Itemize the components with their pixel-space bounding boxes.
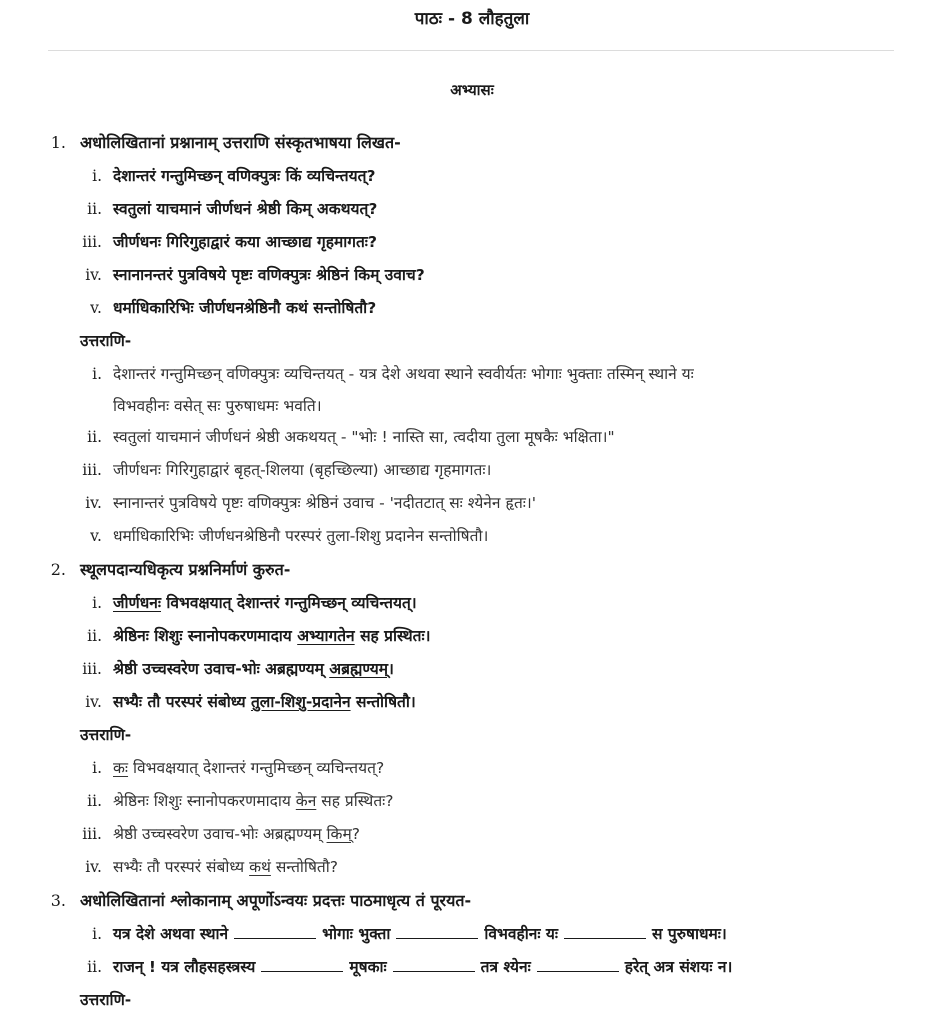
item-number: v. bbox=[90, 299, 102, 317]
list-item bbox=[0, 226, 944, 259]
item-text: जीर्णधनः गिरिगुहाद्वारं कया आच्छाद्य गृहमागतः? bbox=[113, 233, 377, 251]
item-text bbox=[113, 752, 384, 785]
text-part: श्रेष्ठिनः शिशुः स्नानोपकरणमादाय bbox=[113, 792, 296, 810]
section-heading: अभ्यासः bbox=[450, 81, 494, 99]
item-text bbox=[113, 620, 430, 653]
answers-label: उत्तराणि- bbox=[80, 332, 132, 350]
list-item bbox=[0, 160, 944, 193]
list-item bbox=[0, 653, 944, 686]
list-item bbox=[0, 193, 944, 226]
list-item bbox=[0, 587, 944, 620]
item-text: धर्माधिकारिभिः जीर्णधनश्रेष्ठिनौ परस्परं तुला-शिशु प्रदानेन सन्तोषितौ। bbox=[113, 527, 489, 545]
underlined-word: तुला-शिशु-प्रदानेन bbox=[250, 693, 351, 711]
item-text: स्वतुलां याचमानं जीर्णधनं श्रेष्ठी किम् अकथयत्? bbox=[113, 200, 378, 218]
item-text bbox=[113, 818, 360, 851]
item-text: स्वतुलां याचमानं जीर्णधनं श्रेष्ठी अकथयत् - "भोः ! नास्ति सा, त्वदीया तुला मूषकैः भक्षिता।" bbox=[113, 428, 615, 446]
text-part: यत्र देशे अथवा स्थाने bbox=[113, 925, 229, 943]
item-number: ii. bbox=[87, 792, 102, 810]
blank-line bbox=[234, 924, 316, 939]
text-part: राजन् ! यत्र लौहसहस्त्रस्य bbox=[113, 958, 256, 976]
blank-line bbox=[564, 924, 646, 939]
text-part: विभवहीनः यः bbox=[484, 925, 559, 943]
item-number: iv. bbox=[85, 858, 102, 876]
text-part: विभवक्षयात् देशान्तरं गन्तुमिच्छन् व्यचिन्तयत्? bbox=[128, 759, 385, 777]
text-part: सह प्रस्थितः। bbox=[354, 627, 431, 645]
answer-item bbox=[0, 752, 944, 785]
text-part: सन्तोषितौ? bbox=[270, 858, 338, 876]
item-text bbox=[113, 918, 727, 951]
underlined-word: अब्रह्मण्यम् bbox=[329, 660, 388, 678]
item-text: देशान्तरं गन्तुमिच्छन् वणिक्पुत्रः व्यचिन्तयत् - यत्र देशे अथवा स्थाने स्ववीर्यतः भोगाः भुक्ताः तस्मिन् स्थाने यः bbox=[113, 365, 694, 383]
answer-item bbox=[0, 785, 944, 818]
underlined-word: कथं bbox=[249, 858, 271, 876]
item-number: i. bbox=[92, 925, 102, 943]
answer-item bbox=[0, 421, 944, 454]
item-number: i. bbox=[92, 365, 102, 383]
list-item bbox=[0, 686, 944, 719]
item-text: स्नानान्तरं पुत्रविषये पृष्टः वणिक्पुत्रः श्रेष्ठिनं उवाच - 'नदीतटात् सः श्येनेन हृतः।' bbox=[113, 494, 537, 512]
underlined-word: जीर्णधनः bbox=[113, 594, 161, 612]
blank-line bbox=[537, 957, 619, 972]
item-text bbox=[113, 851, 338, 884]
question-number: 2. bbox=[50, 560, 66, 579]
underlined-word: किम् bbox=[326, 825, 352, 843]
text-part: श्रेष्ठी उच्चस्वरेण उवाच-भोः अब्रह्मण्यम् bbox=[113, 825, 327, 843]
fill-blank-item bbox=[0, 951, 944, 984]
text-part: ? bbox=[351, 825, 360, 843]
underlined-word: अभ्यागतेन bbox=[297, 627, 355, 645]
question-text: अधोलिखितानां प्रश्नानाम् उत्तराणि संस्कृतभाषया लिखत- bbox=[80, 133, 401, 152]
text-part: श्रेष्ठिनः शिशुः स्नानोपकरणमादाय bbox=[113, 627, 298, 645]
item-number: iv. bbox=[85, 693, 102, 711]
item-text bbox=[113, 587, 417, 620]
text-part: । bbox=[388, 660, 394, 678]
answer-item bbox=[0, 487, 944, 520]
text-part: तत्र श्येनः bbox=[480, 958, 531, 976]
list-item bbox=[0, 292, 944, 325]
item-number: i. bbox=[92, 167, 102, 185]
list-item bbox=[0, 620, 944, 653]
text-part: हरेत् अत्र संशयः न। bbox=[624, 958, 733, 976]
blank-line bbox=[396, 924, 478, 939]
question-1 bbox=[0, 126, 944, 160]
question-number: 3. bbox=[50, 891, 66, 910]
item-number: i. bbox=[92, 594, 102, 612]
question-text: अधोलिखितानां श्लोकानाम् अपूर्णोऽन्वयः प्रदत्तः पाठमाधृत्य तं पूरयत- bbox=[80, 891, 472, 910]
divider bbox=[48, 50, 894, 51]
text-part: सन्तोषितौ। bbox=[350, 693, 416, 711]
item-number: ii. bbox=[87, 428, 102, 446]
fill-blank-item bbox=[0, 918, 944, 951]
list-item bbox=[0, 259, 944, 292]
answers-label: उत्तराणि- bbox=[80, 726, 132, 744]
question-text: स्थूलपदान्यधिकृत्य प्रश्ननिर्माणं कुरुत- bbox=[80, 560, 291, 579]
underlined-word: केन bbox=[295, 792, 317, 810]
item-text: देशान्तरं गन्तुमिच्छन् वणिक्पुत्रः किं व्यचिन्तयत्? bbox=[113, 167, 376, 185]
text-part: सभ्यैः तौ परस्परं संबोध्य bbox=[113, 693, 251, 711]
text-part: विभवक्षयात् देशान्तरं गन्तुमिच्छन् व्यचिन्तयत्। bbox=[161, 594, 417, 612]
item-text bbox=[113, 653, 394, 686]
question-3 bbox=[0, 884, 944, 918]
question-number: 1. bbox=[50, 133, 66, 152]
answer-item bbox=[0, 358, 944, 391]
item-number: ii. bbox=[87, 627, 102, 645]
item-text: विभवहीनः वसेत् सः पुरुषाधमः भवति। bbox=[113, 397, 322, 415]
item-number: iv. bbox=[85, 494, 102, 512]
exercise-content bbox=[0, 126, 944, 1017]
item-number: iii. bbox=[82, 461, 102, 479]
answer-item bbox=[0, 851, 944, 884]
text-part: सह प्रस्थितः? bbox=[316, 792, 394, 810]
underlined-word: कः bbox=[113, 759, 129, 777]
item-number: v. bbox=[90, 527, 102, 545]
answer-item-continued bbox=[0, 391, 944, 421]
item-text bbox=[113, 951, 732, 984]
item-number: iii. bbox=[82, 233, 102, 251]
text-part: श्रेष्ठी उच्चस्वरेण उवाच-भोः अब्रह्मण्यम् bbox=[113, 660, 330, 678]
item-number: iii. bbox=[82, 660, 102, 678]
text-part: स पुरुषाधमः। bbox=[652, 925, 727, 943]
item-number: ii. bbox=[87, 200, 102, 218]
question-2 bbox=[0, 553, 944, 587]
item-number: iv. bbox=[85, 266, 102, 284]
text-part: सभ्यैः तौ परस्परं संबोध्य bbox=[113, 858, 250, 876]
blank-line bbox=[393, 957, 475, 972]
item-text bbox=[113, 686, 416, 719]
item-number: iii. bbox=[82, 825, 102, 843]
answer-item bbox=[0, 818, 944, 851]
text-part: मूषकाः bbox=[349, 958, 387, 976]
item-number: ii. bbox=[87, 958, 102, 976]
item-number: i. bbox=[92, 759, 102, 777]
item-text: जीर्णधनः गिरिगुहाद्वारं बृहत्-शिलया (बृहच्छिल्या) आच्छाद्य गृहमागतः। bbox=[113, 461, 492, 479]
answer-item bbox=[0, 454, 944, 487]
item-text bbox=[113, 785, 394, 818]
answers-label: उत्तराणि- bbox=[80, 991, 132, 1009]
text-part: भोगाः भुक्ता bbox=[322, 925, 391, 943]
page-title: पाठः - 8 लौहतुला bbox=[414, 9, 530, 29]
answer-item bbox=[0, 520, 944, 553]
item-text: धर्माधिकारिभिः जीर्णधनश्रेष्ठिनौ कथं सन्तोषितौ? bbox=[113, 299, 377, 317]
item-text: स्नानानन्तरं पुत्रविषये पृष्टः वणिक्पुत्रः श्रेष्ठिनं किम् उवाच? bbox=[113, 266, 425, 284]
blank-line bbox=[261, 957, 343, 972]
